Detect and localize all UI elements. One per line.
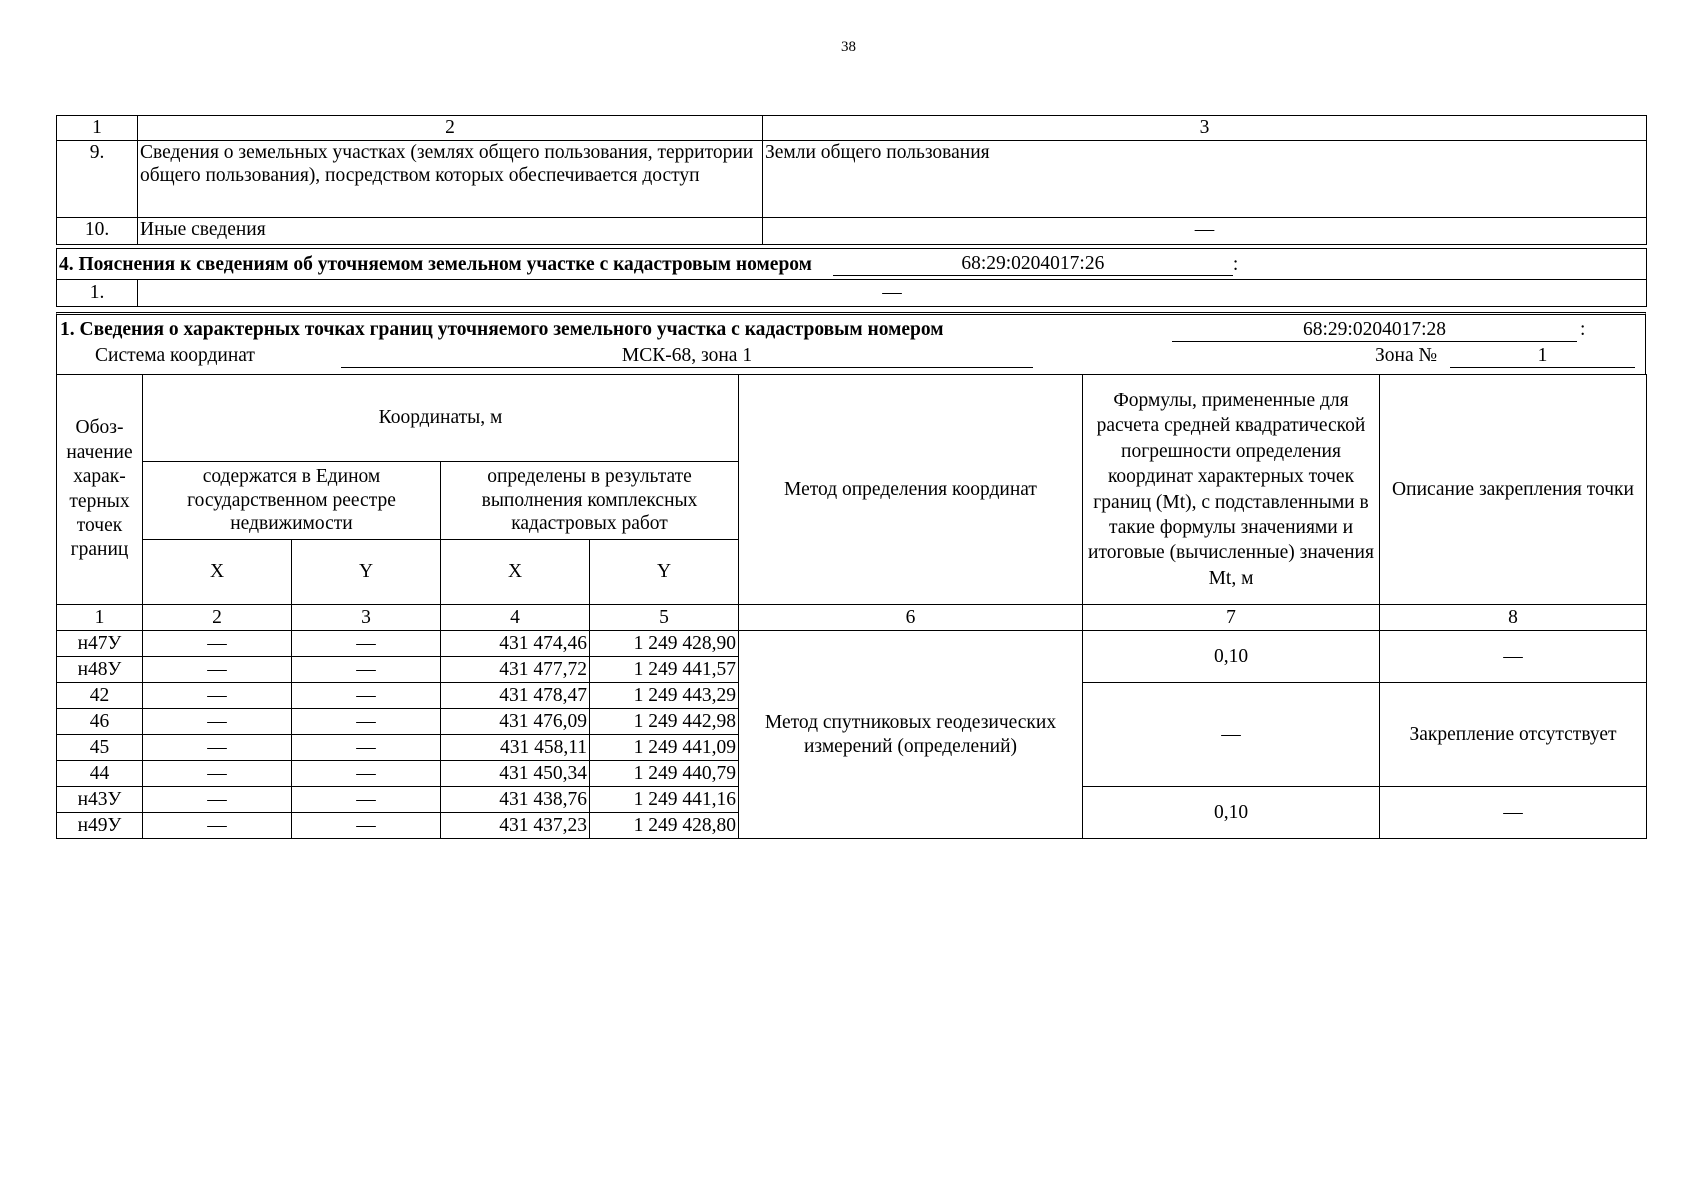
info-table [56, 115, 1647, 245]
egrn-x: — [143, 709, 292, 735]
col-number: 8 [1380, 605, 1647, 631]
row-number: 10. [57, 218, 138, 245]
row-value: — [763, 218, 1647, 245]
complex-x: 431 477,72 [441, 657, 590, 683]
coord-system-label: Система координат [95, 345, 255, 366]
col-number: 5 [590, 605, 739, 631]
table-row [57, 218, 1647, 245]
point-name: н47У [57, 631, 143, 657]
complex-x: 431 476,09 [441, 709, 590, 735]
x-header: X [143, 540, 292, 605]
column-number-row [57, 116, 1647, 141]
point-name: н48У [57, 657, 143, 683]
point-name: 44 [57, 761, 143, 787]
point-name: 42 [57, 683, 143, 709]
x-header: X [441, 540, 590, 605]
section-4-title: 4. Пояснения к сведениям об уточняемом земельном участке с кадастровым номером [59, 253, 812, 275]
complex-y: 1 249 441,16 [590, 787, 739, 813]
col-number: 6 [739, 605, 1083, 631]
complex-y: 1 249 428,90 [590, 631, 739, 657]
complex-y: 1 249 442,98 [590, 709, 739, 735]
complex-y: 1 249 441,09 [590, 735, 739, 761]
mt-value: 0,10 [1083, 631, 1380, 683]
egrn-x: — [143, 787, 292, 813]
col-number: 3 [292, 605, 441, 631]
egrn-x: — [143, 631, 292, 657]
column-number-row [57, 605, 1647, 631]
complex-x: 431 438,76 [441, 787, 590, 813]
complex-x: 431 474,46 [441, 631, 590, 657]
egrn-y: — [292, 761, 441, 787]
row-number: 9. [57, 141, 138, 218]
col-number: 1 [57, 605, 143, 631]
section-4-header [57, 249, 1647, 280]
method-header: Метод определения координат [739, 375, 1083, 605]
cadastral-number: 68:29:0204017:26 [833, 252, 1233, 276]
egrn-y: — [292, 813, 441, 839]
fixing-description: — [1380, 787, 1647, 839]
method-value: Метод спутниковых геодезических измерений (определений) [739, 631, 1083, 839]
formulas-header: Формулы, примененные для расчета средней квадратической погрешности определения координат характерных точек границ (Mt), с подставленными в такие формулы значениями и итоговые (вычисленные) значения Mt, м [1083, 375, 1380, 605]
row-number: 1. [57, 280, 138, 307]
complex-y: 1 249 440,79 [590, 761, 739, 787]
colon: : [1580, 319, 1586, 340]
col-number: 3 [763, 116, 1647, 141]
col-number: 1 [57, 116, 138, 141]
table-row [57, 631, 1647, 657]
egrn-y: — [292, 657, 441, 683]
egrn-x: — [143, 761, 292, 787]
section-1-title: 1. Сведения о характерных точках границ уточняемого земельного участка с кадастровым номером [60, 319, 944, 340]
col-number: 2 [143, 605, 292, 631]
egrn-y: — [292, 631, 441, 657]
fixing-description: — [1380, 631, 1647, 683]
point-name: 45 [57, 735, 143, 761]
complex-works-header: определены в результате выполнения комплексных кадастровых работ [441, 462, 739, 540]
zone-value: 1 [1450, 344, 1635, 368]
complex-x: 431 458,11 [441, 735, 590, 761]
y-header: Y [590, 540, 739, 605]
col-number: 4 [441, 605, 590, 631]
complex-x: 431 478,47 [441, 683, 590, 709]
description-header: Описание закрепления точки [1380, 375, 1647, 605]
egrn-header: содержатся в Едином государственном реестре недвижимости [143, 462, 441, 540]
colon: : [1232, 253, 1239, 275]
col-number: 2 [138, 116, 763, 141]
complex-x: 431 450,34 [441, 761, 590, 787]
complex-y: 1 249 441,57 [590, 657, 739, 683]
egrn-y: — [292, 735, 441, 761]
designation-header: Обоз- начение харак- терных точек границ [57, 375, 143, 605]
zone-label: Зона № [1375, 345, 1438, 366]
mt-value: — [1083, 683, 1380, 787]
section-1-header [56, 312, 1646, 374]
complex-y: 1 249 428,80 [590, 813, 739, 839]
table-row [57, 141, 1647, 218]
point-name: 46 [57, 709, 143, 735]
egrn-x: — [143, 657, 292, 683]
row-label: Сведения о земельных участках (землях общего пользования, территории общего пользования), посредством которых обеспечивается доступ [138, 141, 763, 218]
section-4 [56, 248, 1647, 307]
y-header: Y [292, 540, 441, 605]
points-table [56, 374, 1647, 839]
fixing-description: Закрепление отсутствует [1380, 683, 1647, 787]
point-name: н43У [57, 787, 143, 813]
coord-system-value: МСК-68, зона 1 [341, 344, 1033, 368]
page-number: 38 [841, 39, 856, 55]
egrn-x: — [143, 683, 292, 709]
col-number: 7 [1083, 605, 1380, 631]
cadastral-number: 68:29:0204017:28 [1172, 318, 1577, 342]
row-label: Иные сведения [138, 218, 763, 245]
complex-y: 1 249 443,29 [590, 683, 739, 709]
mt-value: 0,10 [1083, 787, 1380, 839]
point-name: н49У [57, 813, 143, 839]
egrn-y: — [292, 683, 441, 709]
coordinates-header: Координаты, м [143, 375, 739, 462]
egrn-x: — [143, 813, 292, 839]
egrn-y: — [292, 709, 441, 735]
row-value: — [138, 280, 1647, 307]
row-value: Земли общего пользования [763, 141, 1647, 218]
egrn-y: — [292, 787, 441, 813]
egrn-x: — [143, 735, 292, 761]
complex-x: 431 437,23 [441, 813, 590, 839]
